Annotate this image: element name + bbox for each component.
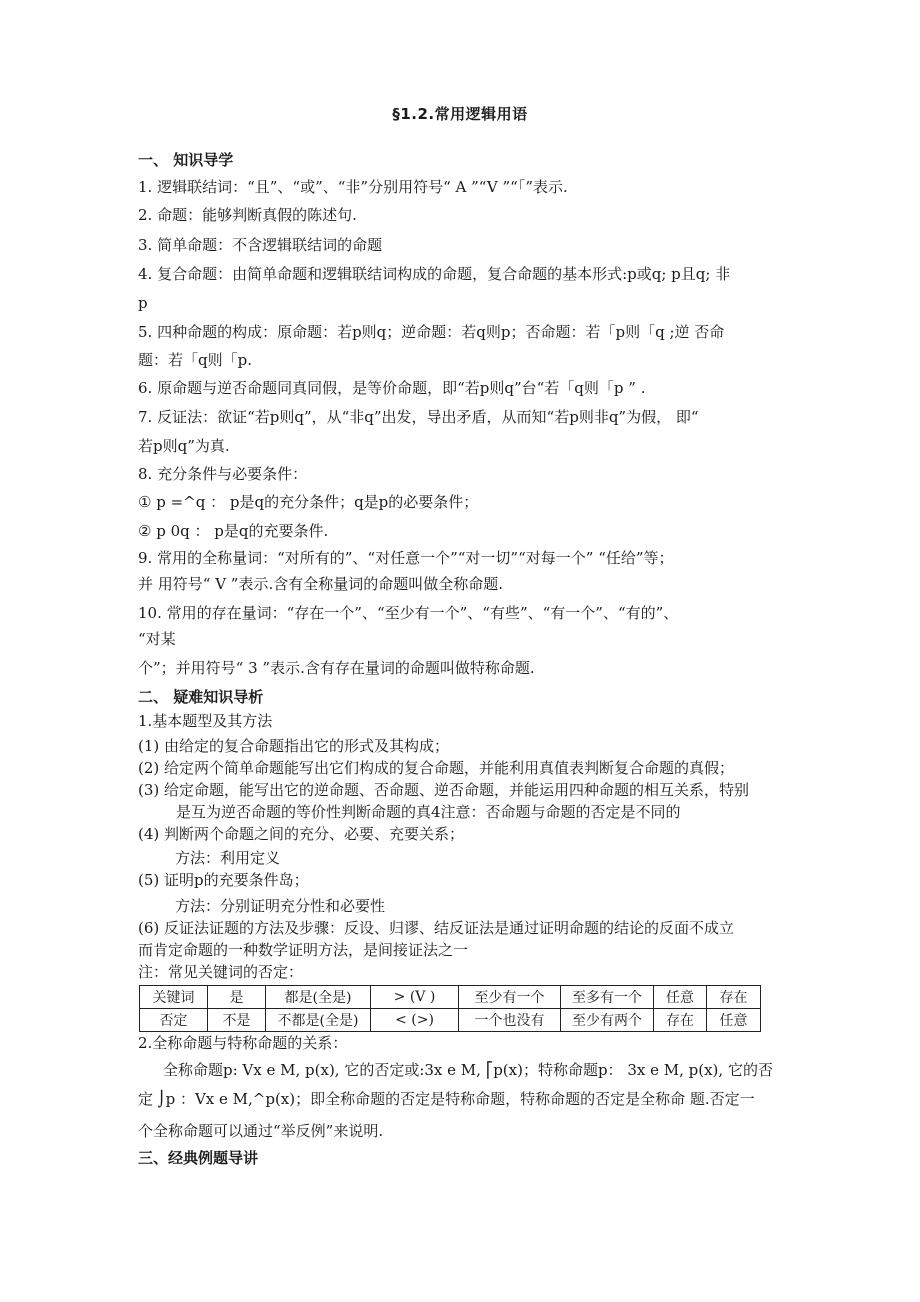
text-line: 1.基本题型及其方法 [138, 712, 273, 730]
table-cell: 一个也没有 [459, 1009, 561, 1032]
table-cell: < (>) [371, 1009, 459, 1032]
text-line: 7. 反证法：欲证“若p则q”，从“非q”出发，导出矛盾，从而知“若p则非q”为假， 即“ [138, 408, 699, 426]
table-cell: 存在 [654, 1009, 707, 1032]
table-cell: 是 [208, 986, 266, 1009]
text-line: “对某 [138, 630, 176, 648]
text-line: 注：常见关键词的否定： [138, 963, 304, 981]
text-line: 全称命题p: Vx e M, p(x), 它的否定或:3x e M, ⎡p(x)；特称命题p： 3x e M, p(x), 它的否 [163, 1061, 773, 1079]
text-line: (1) 由给定的复合命题指出它的形式及其构成； [138, 737, 450, 755]
table-row [140, 986, 761, 1009]
text-line: 1. 逻辑联结词：“且”、“或”、“非”分别用符号“ A ”“V ”“「”表示. [138, 178, 568, 196]
table-cell: 至少有两个 [561, 1009, 654, 1032]
page-title: §1.2.常用逻辑用语 [392, 105, 528, 123]
text-line: 5. 四种命题的构成：原命题：若p则q；逆命题：若q则p；否命题：若「p则「q ;逆 否命 [138, 323, 725, 341]
text-line: ① p =^q ： p是q的充分条件；q是p的必要条件； [138, 493, 479, 511]
text-line: 并 用符号“ V ”表示.含有全称量词的命题叫做全称命题. [138, 575, 504, 593]
text-line: 而肯定命题的一种数学证明方法，是间接证法之一 [138, 941, 469, 959]
section-heading-3: 三、经典例题导讲 [138, 1149, 259, 1167]
text-line: 2.全称命题与特称命题的关系： [138, 1034, 348, 1052]
text-line: (4) 判断两个命题之间的充分、必要、充要关系； [138, 825, 465, 843]
table-cell: 存在 [707, 986, 761, 1009]
text-line: 6. 原命题与逆否命题同真同假，是等价命题，即“若p则q”台“若「q则「p ” . [138, 379, 646, 397]
table-cell: 至多有一个 [561, 986, 654, 1009]
text-line: 10. 常用的存在量词：“存在一个”、“至少有一个”、“有些”、“有一个”、“有的”、 [138, 604, 679, 622]
table-cell: 任意 [654, 986, 707, 1009]
text-line: 9. 常用的全称量词：“对所有的”、“对任意一个”“对一切”“对每一个” “任给”等； [138, 549, 674, 567]
text-line: (2) 给定两个简单命题能写出它们构成的复合命题，并能利用真值表判断复合命题的真假； [138, 759, 735, 777]
table-cell: 不是 [208, 1009, 266, 1032]
section-heading-1: 一、 知识导学 [138, 151, 234, 169]
text-line: 4. 复合命题：由简单命题和逻辑联结词构成的命题，复合命题的基本形式:p或q; p且q; 非 [138, 265, 731, 283]
table-cell: 至少有一个 [459, 986, 561, 1009]
table-cell: 否定 [140, 1009, 208, 1032]
text-line: 若p则q”为真. [138, 437, 230, 455]
table-row [140, 1009, 761, 1032]
text-line: (6) 反证法证题的方法及步骤：反设、归谬、结反证法是通过证明命题的结论的反面不成立 [138, 919, 735, 937]
text-line: 个”；并用符号“ 3 ”表示.含有存在量词的命题叫做特称命题. [138, 659, 535, 677]
text-line: 方法：利用定义 [175, 849, 281, 867]
table-cell: 都是(全是) [266, 986, 371, 1009]
text-line: 2. 命题：能够判断真假的陈述句. [138, 206, 357, 224]
table-cell: 任意 [707, 1009, 761, 1032]
text-line: 个全称命题可以通过“举反例”来说明. [138, 1122, 384, 1140]
table-cell: 关键词 [140, 986, 208, 1009]
table-cell: > (V ) [371, 986, 459, 1009]
negation-table [139, 985, 761, 1032]
table-cell: 不都是(全是) [266, 1009, 371, 1032]
text-line: 3. 简单命题：不含逻辑联结词的命题 [138, 236, 383, 254]
section-heading-2: 二、 疑难知识导析 [138, 688, 264, 706]
text-line: 8. 充分条件与必要条件： [138, 465, 308, 483]
text-line: (5) 证明p的充要条件岛； [138, 871, 309, 889]
text-line: 是互为逆否命题的等价性判断命题的真4注意：否命题与命题的否定是不同的 [176, 803, 681, 821]
text-line: 方法：分别证明充分性和必要性 [175, 897, 386, 915]
text-line: (3) 给定命题，能写出它的逆命题、否命题、逆否命题，并能运用四种命题的相互关系，特别 [138, 781, 750, 799]
text-line: 定 ⌡p ：Vx e M,^p(x)；即全称命题的否定是特称命题，特称命题的否定是全称命 题.否定一 [138, 1090, 755, 1108]
text-line: 题：若「q则「p. [138, 351, 252, 369]
text-line: p [138, 294, 148, 312]
text-line: ② p 0q ： p是q的充要条件. [138, 522, 329, 540]
